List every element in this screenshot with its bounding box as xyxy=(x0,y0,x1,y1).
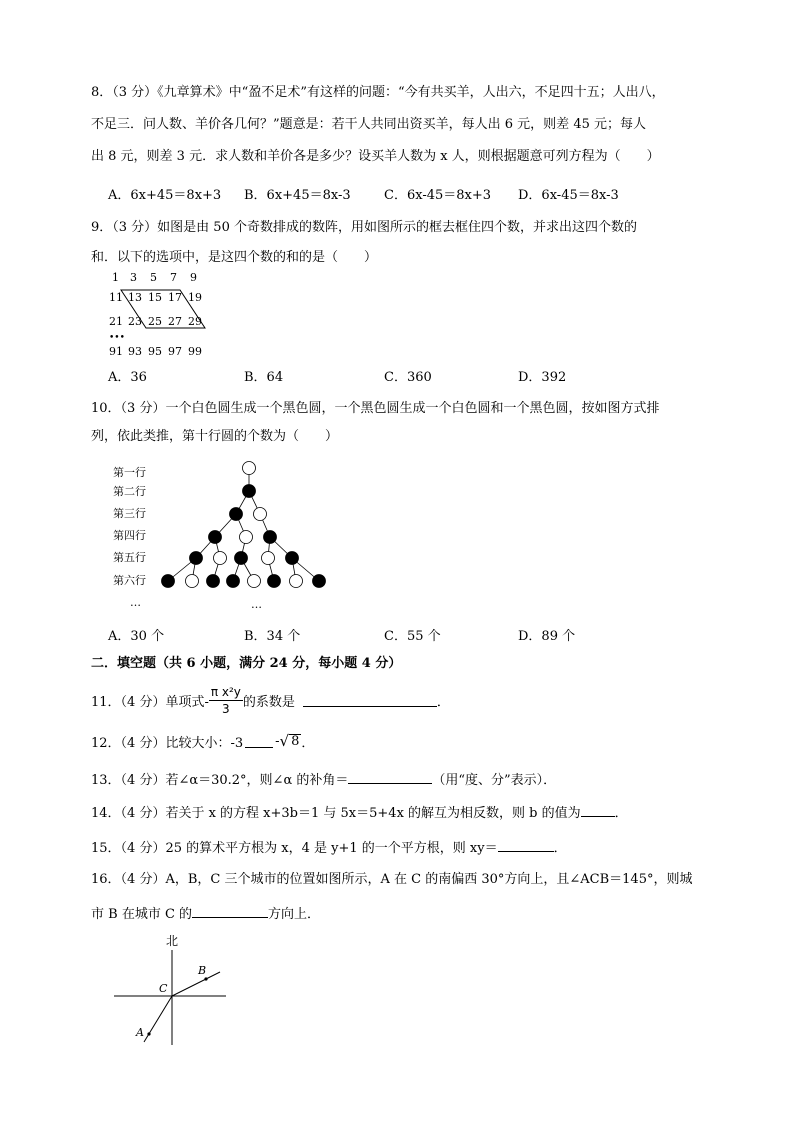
q11-suffix: 的系数是 xyxy=(242,694,295,710)
q14-answer-blank[interactable] xyxy=(581,804,615,817)
q8-option-a[interactable]: A．6x+45＝8x+3 xyxy=(108,188,222,203)
q15 xyxy=(91,839,567,855)
q9-option-d[interactable]: D．392 xyxy=(518,370,567,385)
array-cell: 27 xyxy=(168,315,182,328)
q16-line2-prefix: 市 B 在城市 C 的 xyxy=(91,907,193,922)
q8-line3: 出 8 元，则差 3 元．求人数和羊价各是多少？设买羊人数为 x 人，则根据题意可列方程为（ ） xyxy=(91,149,660,164)
row-label: 第六行 xyxy=(113,574,146,587)
q8-option-b[interactable]: B．6x+45＝8x-3 xyxy=(244,188,351,203)
row-label: 第三行 xyxy=(113,507,146,520)
array-cell: 25 xyxy=(148,315,162,328)
q14-end: ． xyxy=(614,806,628,821)
array-cell: 3 xyxy=(130,271,137,284)
q14 xyxy=(91,804,628,820)
q15-prefix: 15．（4 分）25 的算术平方根为 x，4 是 y+1 的一个平方根，则 xy＝ xyxy=(91,841,498,856)
sqrt-symbol: √ xyxy=(279,732,290,750)
array-cell: 23 xyxy=(128,315,142,328)
array-cell: 17 xyxy=(168,291,182,304)
q8-option-d[interactable]: D．6x-45＝8x-3 xyxy=(518,188,619,203)
q12-radicand: 8 xyxy=(291,733,300,749)
label-c: C xyxy=(159,982,168,995)
q16-line2 xyxy=(91,905,320,921)
q16-line2-suffix: 方向上． xyxy=(268,907,321,922)
row-label: 第一行 xyxy=(113,466,146,479)
q9-line2: 和．以下的选项中，是这四个数的和的是（ ） xyxy=(91,250,378,265)
q10-option-b[interactable]: B．34 个 xyxy=(244,629,301,644)
q16-line1: 16．（4 分）A，B，C 三个城市的位置如图所示，A 在 C 的南偏西 30°方向上，且∠ACB＝145°，则城 xyxy=(91,872,693,887)
ray-cb xyxy=(172,972,220,996)
compass-direction-diagram xyxy=(108,930,238,1050)
q9-line1: 9．（3 分）如图是由 50 个奇数排成的数阵，用如图所示的框去框住四个数，并求出这四个数的 xyxy=(91,220,637,235)
array-cell: 7 xyxy=(170,271,177,284)
label-b: B xyxy=(198,964,207,977)
q9-option-c[interactable]: C．360 xyxy=(384,370,432,385)
row-ellipsis: … xyxy=(130,596,141,609)
array-cell: 15 xyxy=(148,291,162,304)
array-cell: 95 xyxy=(148,345,162,358)
q15-end: ． xyxy=(553,841,567,856)
row-label: 第二行 xyxy=(113,485,146,498)
q11-numerator: π x²y xyxy=(210,684,241,699)
label-a: A xyxy=(136,1026,144,1039)
array-cell: 99 xyxy=(188,345,202,358)
array-cell: 13 xyxy=(128,291,142,304)
array-cell: 19 xyxy=(188,291,202,304)
q9-option-b[interactable]: B．64 xyxy=(244,370,284,385)
q12-end: ． xyxy=(301,735,315,751)
q11-end: ． xyxy=(436,694,450,710)
q8-line2: 不足三．问人数、羊价各几何？”题意是：若干人共同出资买羊，每人出 6 元，则差 45 元；每人 xyxy=(91,117,646,132)
q13 xyxy=(91,771,556,787)
q10-line1: 10．（3 分）一个白色圆生成一个黑色圆，一个黑色圆生成一个白色圆和一个黑色圆，按如图方式排 xyxy=(91,401,660,416)
q11-prefix: 11．（4 分）单项式- xyxy=(91,694,209,710)
q11-fraction xyxy=(209,684,243,717)
array-cell: 29 xyxy=(188,315,202,328)
q11 xyxy=(91,680,450,720)
q12-answer-blank[interactable] xyxy=(245,735,273,748)
array-cell: 1 xyxy=(112,271,119,284)
q10-option-a[interactable]: A．30 个 xyxy=(108,629,165,644)
q12-prefix: 12．（4 分）比较大小：-3 xyxy=(91,735,244,751)
point-b xyxy=(204,977,207,980)
array-cell: 97 xyxy=(168,345,182,358)
array-cell: 21 xyxy=(109,315,123,328)
q13-suffix: （用“度、分”表示）． xyxy=(432,773,557,788)
q14-prefix: 14．（4 分）若关于 x 的方程 x+3b＝1 与 5x＝5+4x 的解互为相反数，则 b 的值为 xyxy=(91,806,581,821)
array-cell: 9 xyxy=(190,271,197,284)
q10-line2: 列，依此类推，第十行圆的个数为（ ） xyxy=(91,429,339,444)
q10-option-d[interactable]: D．89 个 xyxy=(518,629,576,644)
array-cell: 91 xyxy=(109,345,123,358)
q9-option-a[interactable]: A．36 xyxy=(108,370,147,385)
q16-answer-blank[interactable] xyxy=(192,905,268,918)
array-ellipsis: ••• xyxy=(109,333,125,343)
row-label: 第五行 xyxy=(113,551,146,564)
circle-tree-diagram xyxy=(108,456,338,616)
array-cell: 5 xyxy=(150,271,157,284)
q15-answer-blank[interactable] xyxy=(498,839,554,852)
section-heading-fill-in: 二．填空题（共 6 小题，满分 24 分，每小题 4 分） xyxy=(91,656,402,671)
array-cell: 93 xyxy=(128,345,142,358)
tree-ellipsis: … xyxy=(251,598,262,611)
north-label: 北 xyxy=(166,934,179,948)
odd-number-array xyxy=(100,268,220,360)
q12 xyxy=(91,731,314,751)
q13-prefix: 13．（4 分）若∠α＝30.2°，则∠α 的补角＝ xyxy=(91,773,349,788)
q8-line1: 8．（3 分）《九章算术》中“盈不足术”有这样的问题：“今有共买羊，人出六，不足四十五；人出八， xyxy=(91,85,665,100)
row-label: 第四行 xyxy=(113,529,146,542)
q11-answer-blank[interactable] xyxy=(303,694,437,707)
array-cell: 11 xyxy=(109,291,123,304)
q10-option-c[interactable]: C．55 个 xyxy=(384,629,441,644)
q11-denominator: 3 xyxy=(222,701,230,716)
q12-minus: - xyxy=(275,733,280,749)
q8-option-c[interactable]: C．6x-45＝8x+3 xyxy=(384,188,492,203)
q13-answer-blank[interactable] xyxy=(348,771,432,784)
point-a xyxy=(147,1032,150,1035)
